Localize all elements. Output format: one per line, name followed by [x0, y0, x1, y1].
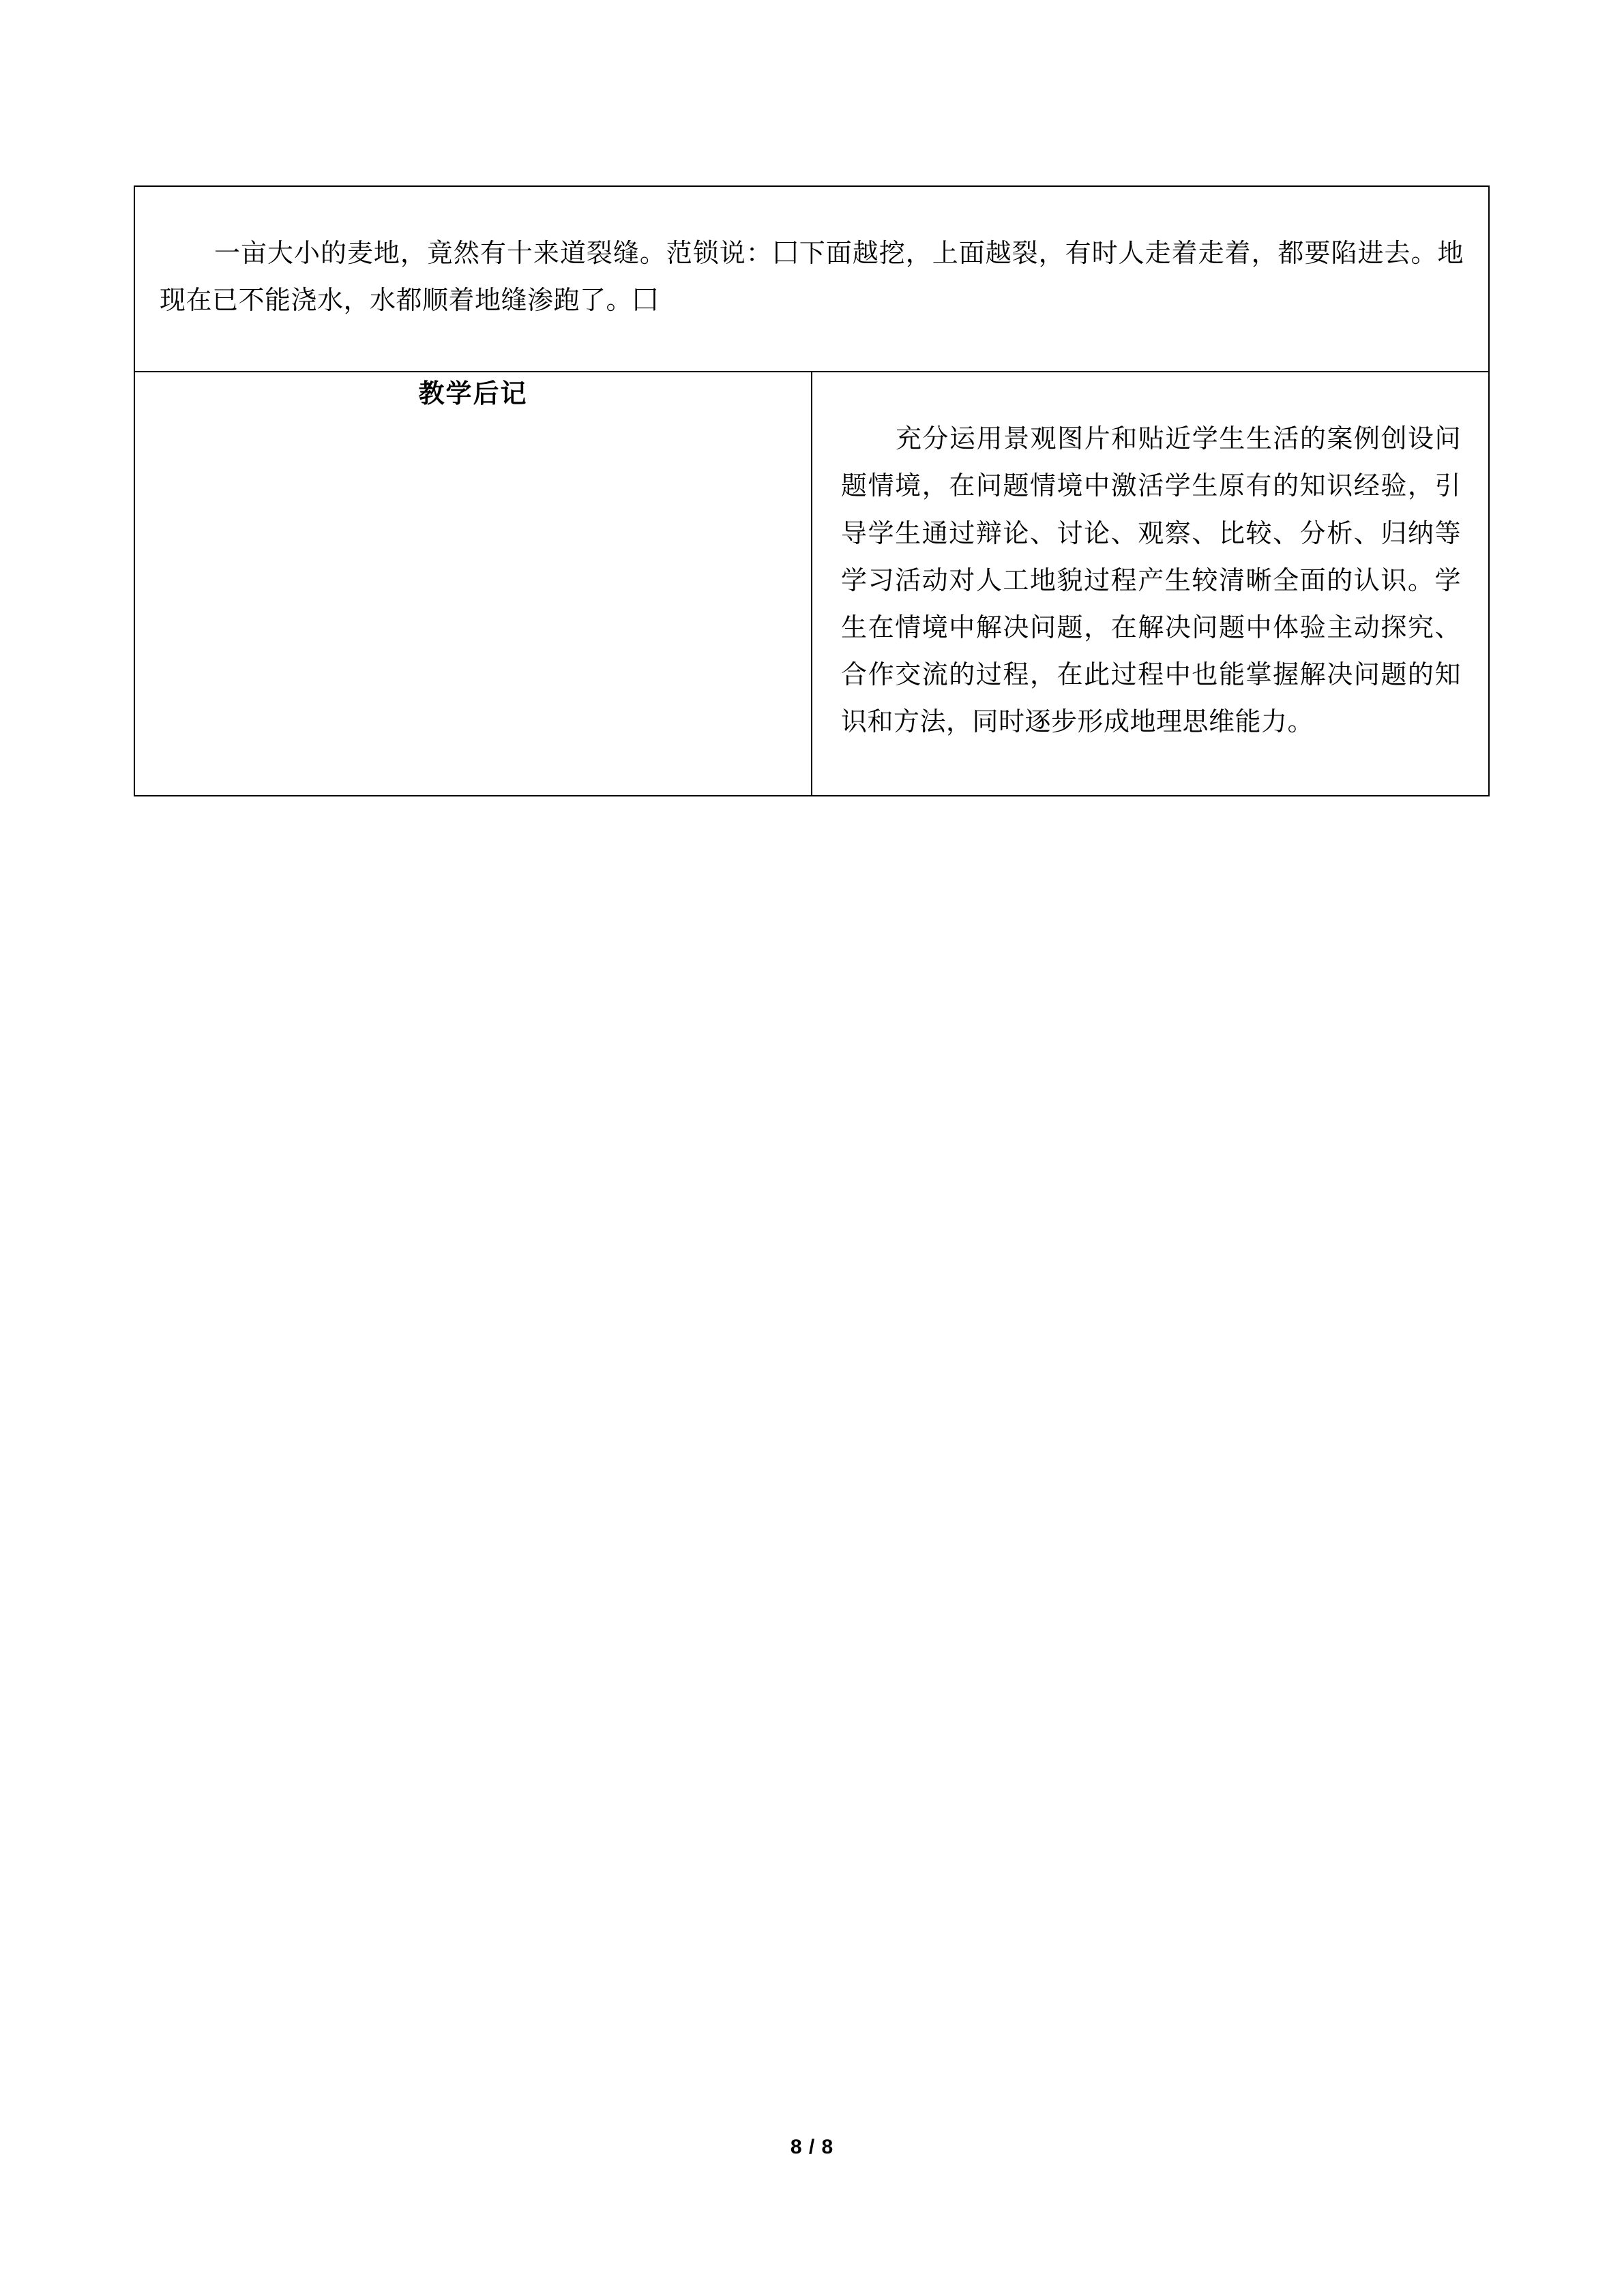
page-footer: 8 / 8 [790, 2136, 834, 2158]
table-row [134, 372, 1489, 796]
teaching-notes-paragraph: 充分运用景观图片和贴近学生生活的案例创设问题情境，在问题情境中激活学生原有的知识经验，引导学生通过辩论、讨论、观察、比较、分析、归纳等学习活动对人工地貌过程产生较清晰全面的认识。学生在情境中解决问题，在解决问题中体验主动探究、合作交流的过程，在此过程中也能掌握解决问题的知识和方法，同时逐步形成地理思维能力。 [841, 425, 1461, 737]
table-row [134, 186, 1489, 372]
teaching-notes-body-cell [812, 372, 1489, 796]
quote-cell [134, 186, 1489, 372]
teaching-notes-label: 教学后记 [418, 380, 528, 409]
quote-paragraph: 一亩大小的麦地，竟然有十来道裂缝。范锁说：囗下面越挖，上面越裂，有时人走着走着，都要陷进去。地现在已不能浇水，水都顺着地缝渗跑了。囗 [160, 239, 1464, 316]
teaching-notes-label-cell [134, 372, 812, 796]
content-table [134, 185, 1490, 796]
